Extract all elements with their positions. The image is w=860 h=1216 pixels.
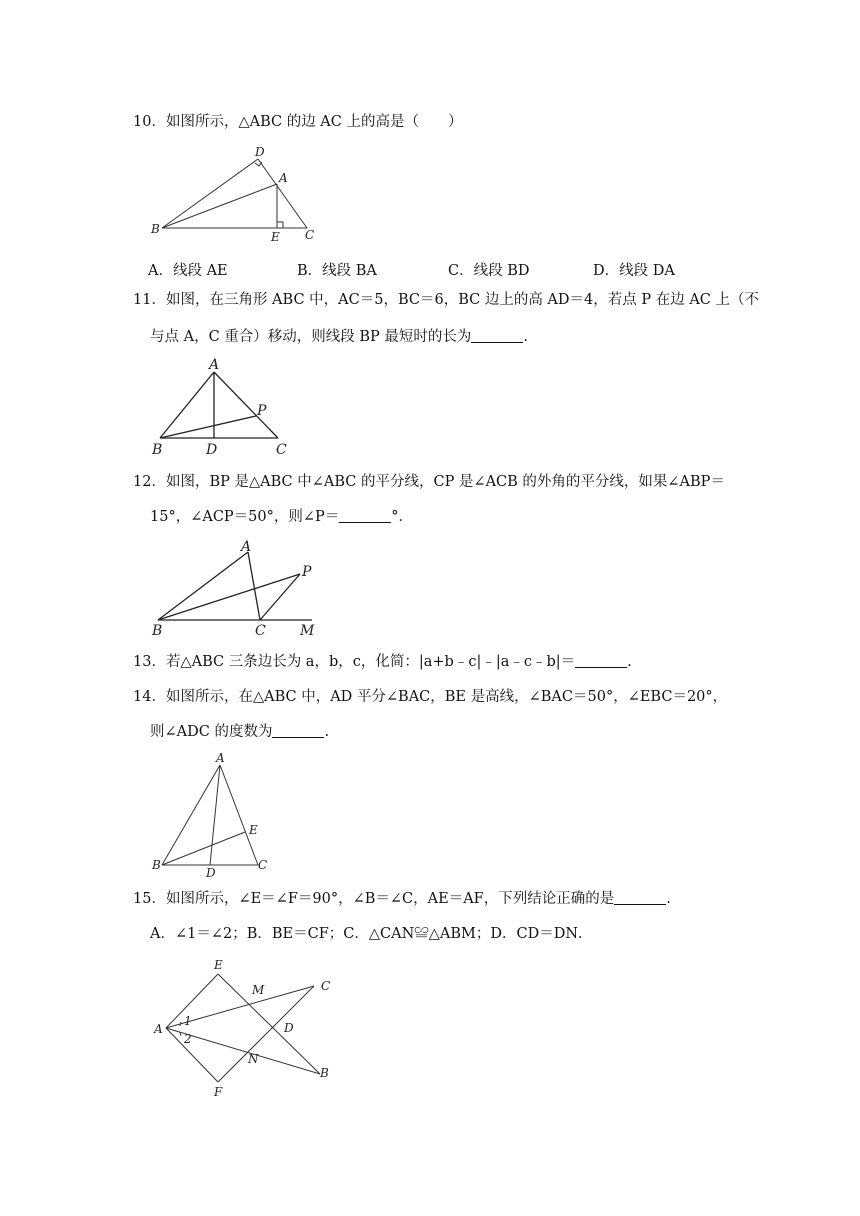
q15-label-m: M [252, 983, 265, 997]
q11-label-a: A [209, 357, 220, 373]
q14-line1: 14．如图所示，在△ABC 中，AD 平分∠BAC，BE 是高线，∠BAC＝50°，∠EBC＝20°， [133, 689, 728, 705]
q12-line2-text: 15°，∠ACP＝50°，则∠P＝ [150, 509, 340, 525]
q10-label-b: B [151, 222, 160, 236]
q14-figure [148, 752, 278, 880]
q11-label-b: B [152, 442, 163, 458]
q11-line2-text: 与点 A，C 重合）移动，则线段 BP 最短时的长为 [150, 329, 472, 345]
q11-line2 [150, 327, 528, 347]
q11-label-c: C [276, 442, 287, 458]
q14-line2-text: 则∠ADC 的度数为 [150, 724, 273, 740]
q11-line1: 11．如图，在三角形 ABC 中，AC＝5，BC＝6，BC 边上的高 AD＝4，若点 P 在边 AC 上（不 [133, 292, 760, 308]
q15-line1-text: 15．如图所示，∠E＝∠F＝90°，∠B＝∠C，AE＝AF，下列结论正确的是 [133, 891, 615, 907]
q11-label-d: D [206, 442, 218, 458]
q13-answer-blank [575, 653, 627, 668]
q12-label-a: A [241, 539, 252, 555]
q15-label-f: F [214, 1085, 223, 1099]
q15-line1-end: . [666, 891, 671, 907]
q14-label-e: E [249, 823, 258, 837]
q11-figure [148, 356, 296, 458]
q14-label-c: C [258, 858, 268, 872]
q10-option-a: A．线段 AE [148, 263, 228, 279]
q15-line2: A．∠1＝∠2；B．BE＝CF；C．△CAN≌△ABM；D．CD＝DN． [150, 926, 593, 942]
q15-label-1: 1 [184, 1014, 192, 1028]
q10-label-d: D [255, 145, 265, 159]
q15-label-e: E [214, 958, 223, 972]
q13-text: 13．若△ABC 三条边长为 a，b，c，化简：|a+b﹣c|﹣|a﹣c﹣b|＝ [133, 654, 576, 670]
q10-figure [148, 142, 323, 244]
q12-line2 [150, 507, 413, 527]
q15-label-d: D [284, 1021, 294, 1035]
q12-answer-blank [339, 508, 391, 523]
q12-line2-end: °． [391, 509, 414, 525]
q10-option-c: C．线段 BD [448, 263, 530, 279]
q10-label-e: E [271, 230, 280, 244]
q11-line2-end: . [523, 329, 529, 345]
q14-answer-blank [272, 723, 324, 738]
q10-option-d: D．线段 DA [593, 263, 675, 279]
q12-label-b: B [152, 623, 163, 638]
q14-label-b: B [152, 858, 161, 872]
q12-label-c: C [255, 623, 266, 638]
q12-figure [146, 538, 332, 638]
q15-label-2: 2 [184, 1032, 192, 1046]
q11-label-p: P [257, 403, 267, 419]
q15-label-b: B [320, 1066, 329, 1080]
q15-label-a: A [154, 1022, 163, 1036]
q15-answer-blank [614, 890, 666, 905]
q14-label-d: D [206, 866, 216, 880]
q14-line2-end: . [324, 724, 330, 740]
q12-label-p: P [302, 564, 312, 580]
q12-line1: 12．如图，BP 是△ABC 中∠ABC 的平分线，CP 是∠ACB 的外角的平分线，如果∠ABP＝ [133, 474, 725, 490]
q14-line2 [150, 722, 329, 742]
q15-line1 [133, 889, 671, 909]
q15-label-n: N [248, 1052, 259, 1066]
q10-label-c: C [305, 228, 315, 242]
q13-text-line [133, 652, 632, 672]
q15-figure [148, 956, 338, 1101]
q11-answer-blank [471, 328, 523, 343]
q15-label-c: C [321, 979, 331, 993]
q10-text: 10．如图所示，△ABC 的边 AC 上的高是（ ） [133, 114, 463, 130]
q12-label-m: M [300, 623, 315, 638]
q14-label-a: A [216, 752, 225, 765]
q13-end: . [627, 654, 632, 670]
q10-option-b: B．线段 BA [297, 263, 377, 279]
q10-label-a: A [279, 171, 288, 185]
